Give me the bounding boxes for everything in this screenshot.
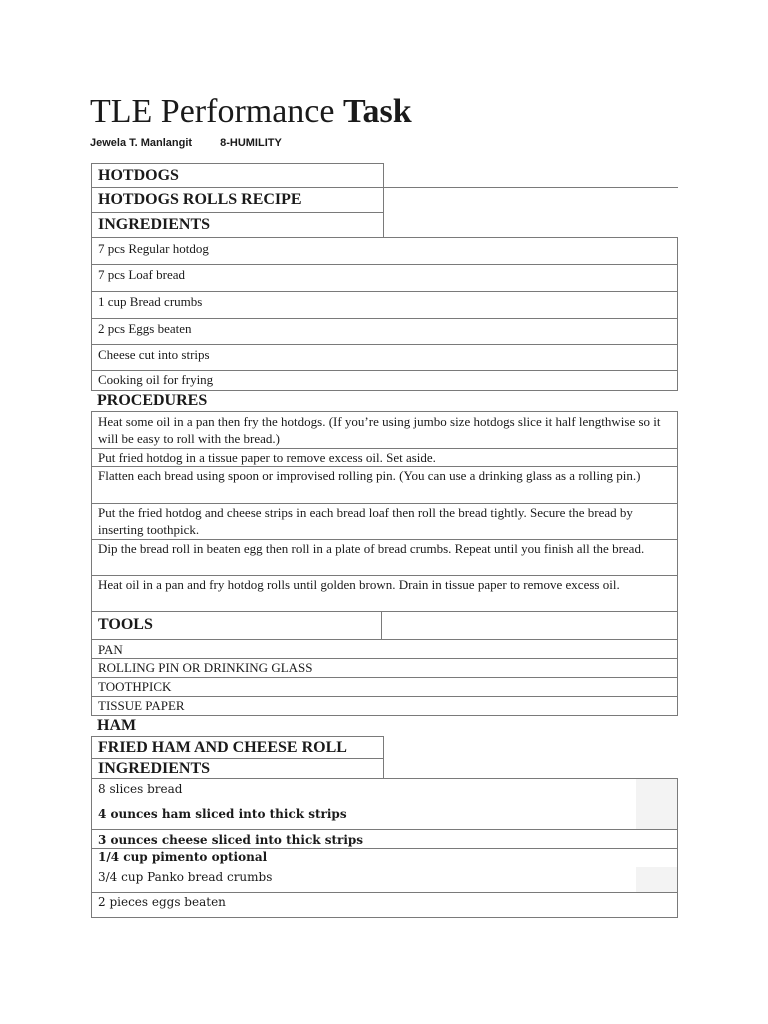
ingredient-item: 3 ounces cheese sliced into thick strips: [91, 829, 678, 849]
hotdogs-procedures-label: PROCEDURES: [97, 391, 208, 409]
ham-heading: HAM: [97, 717, 137, 734]
ingredient-item: 7 pcs Regular hotdog: [91, 237, 678, 265]
divider: [384, 187, 678, 188]
hotdogs-tools-label: TOOLS: [91, 611, 382, 640]
procedure-step: Flatten each bread using spoon or improvised rolling pin. (You can use a drinking glass as a rolling pin.): [91, 466, 678, 504]
procedure-step: Dip the bread roll in beaten egg then roll in a plate of bread crumbs. Repeat until you finish all the bread.: [91, 539, 678, 576]
hotdogs-heading: HOTDOGS: [91, 163, 384, 188]
title-bold-text: Task: [343, 93, 412, 130]
procedure-step: Heat oil in a pan and fry hotdog rolls until golden brown. Drain in tissue paper to remove excess oil.: [91, 575, 678, 612]
tool-item: ROLLING PIN OR DRINKING GLASS: [91, 658, 678, 678]
class-section: 8-HUMILITY: [220, 137, 282, 149]
ham-recipe-title: FRIED HAM AND CHEESE ROLL: [91, 736, 384, 759]
ingredient-item: 1/4 cup pimento optional: [91, 848, 678, 868]
tool-item: TISSUE PAPER: [91, 696, 678, 716]
ingredient-item: 7 pcs Loaf bread: [91, 264, 678, 292]
ingredient-item: 2 pieces eggs beaten: [91, 892, 678, 918]
ingredient-item: 1 cup Bread crumbs: [91, 291, 678, 319]
tools-empty-cell: [381, 611, 678, 640]
author-name: Jewela T. Manlangit: [90, 137, 193, 149]
ingredient-item: Cooking oil for frying: [91, 370, 678, 391]
ingredient-item: Cheese cut into strips: [91, 344, 678, 371]
hotdogs-recipe-title: HOTDOGS ROLLS RECIPE: [91, 188, 384, 213]
hotdogs-ingredients-label: INGREDIENTS: [91, 212, 384, 238]
procedure-step: Put the fried hotdog and cheese strips in each bread loaf then roll the bread tightly. Secure the bread by inserting toothpick.: [91, 503, 678, 540]
tool-item: TOOTHPICK: [91, 677, 678, 697]
ingredient-item: 8 slices bread: [91, 778, 678, 804]
ham-ingredients-label: INGREDIENTS: [91, 758, 384, 779]
tool-item: PAN: [91, 639, 678, 659]
ingredient-item: 2 pcs Eggs beaten: [91, 318, 678, 345]
ingredient-item: 3/4 cup Panko bread crumbs: [91, 867, 678, 893]
title-text: TLE Performance: [90, 93, 343, 130]
ingredient-item: 4 ounces ham sliced into thick strips: [91, 803, 678, 830]
procedure-step: Heat some oil in a pan then fry the hotdogs. (If you’re using jumbo size hotdogs slice it half lengthwise so it will be easy to roll with the bread.): [91, 411, 678, 449]
document-title: [90, 92, 412, 132]
author-line: [90, 137, 282, 149]
procedure-step: Put fried hotdog in a tissue paper to remove excess oil. Set aside.: [91, 448, 678, 467]
